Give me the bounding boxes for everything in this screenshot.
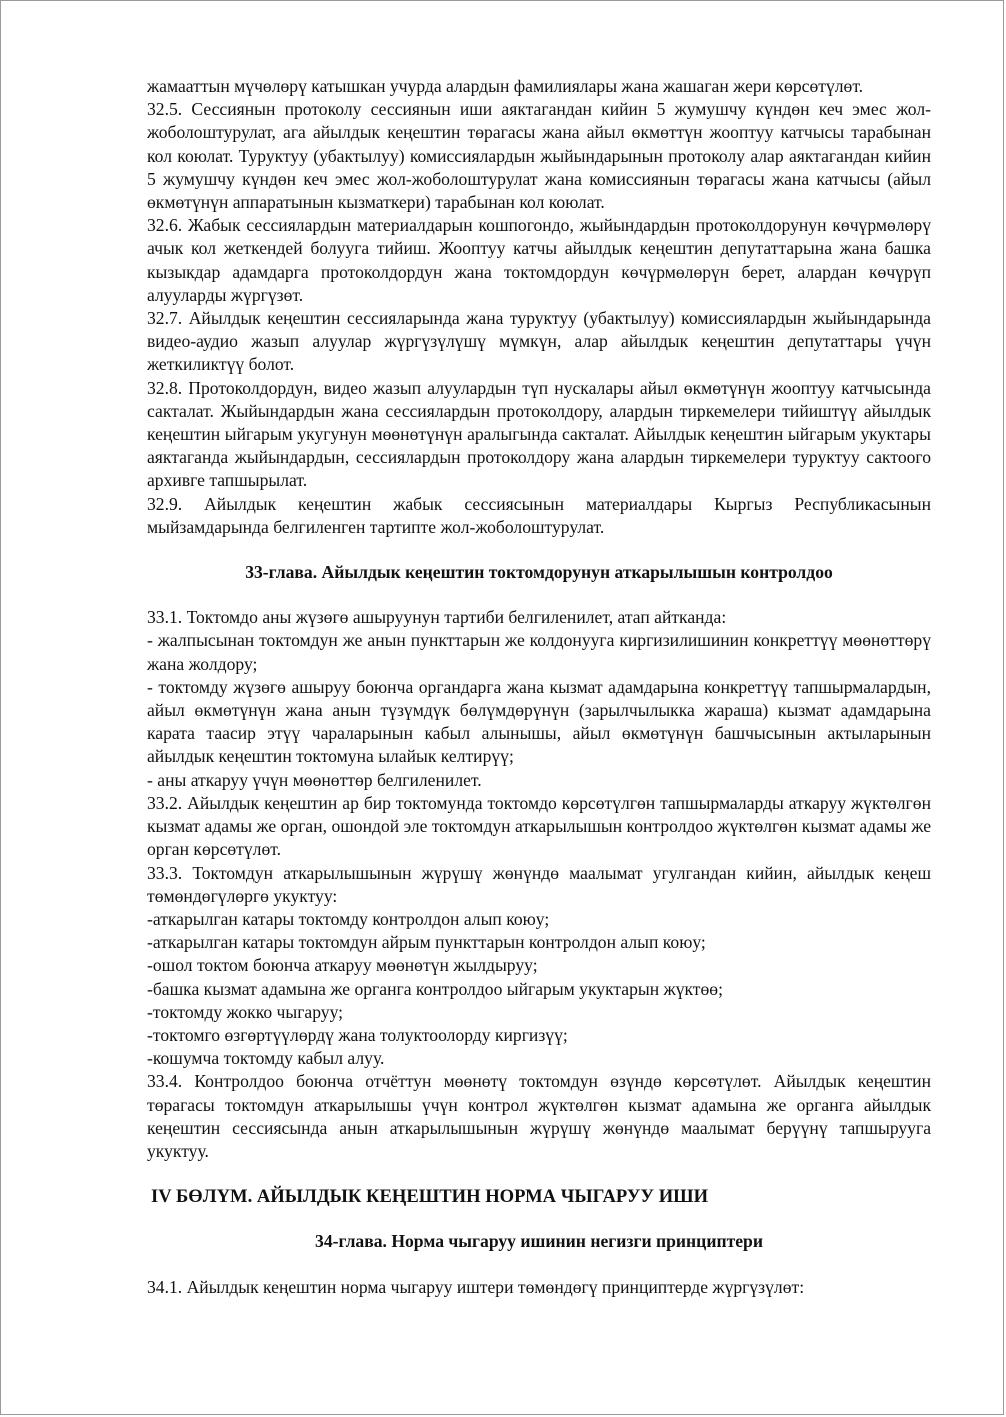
list-item: -аткарылган катары токтомдун айрым пункттарын контролдон алып коюу; (147, 932, 706, 953)
document-body (147, 75, 931, 1299)
paragraph-34-1: 34.1. Айылдык кеңештин норма чыгаруу иштери төмөндөгү принциптерде жүргүзүлөт: (147, 1276, 805, 1297)
chapter-33-heading: 33-глава. Айылдык кеңештин токтомдорунун аткарылышын контролдоо (245, 562, 833, 583)
paragraph-32-8: 32.8. Протоколдордун, видео жазып алуулардын түп нускалары айыл өкмөтүнүн жооптуу катчысында сакталат. Жыйындардын жана сессиялардын протоколдору, алардын тиркемелери тийиштүү айылдык кеңештин ыйгарым укугунун мөөнөтүнүн аралыгында сакталат. Айылдык кеңештин ыйгарым укуктары аяктаганда жыйындардын, сессиялардын протоколдору жана алардын тиркемелери туруктуу сактоого архивге тапшырылат. (147, 377, 931, 491)
list-item: -башка кызмат адамына же органга контролдоо ыйгарым укуктарын жүктөө; (147, 978, 723, 999)
chapter-34-heading: 34-глава. Норма чыгаруу ишинин негизги принциптери (315, 1231, 763, 1252)
list-item: -токтомду жокко чыгаруу; (147, 1001, 344, 1022)
paragraph-33-1-item-2: - токтомду жүзөгө ашыруу боюнча органдарга жана кызмат адамдарына конкреттүү тапшырмалардын, айыл өкмөтүнүн жана анын түзүмдүк бөлүмдөрүнүн (зарылчылыкка жараша) кызмат адамдарына карата таасир этүү чараларынын кабыл алынышы, айыл өкмөтүнүн башчысынын актыларынын айылдык кеңештин токтомуна ылайык келтирүү; (147, 676, 931, 767)
paragraph-32-7: 32.7. Айылдык кеңештин сессияларында жана туруктуу (убактылуу) комиссиялардын жыйындарында видео-аудио жазып алуулар жүргүзүлүшү мүмкүн, алар айылдык кеңештин депутаттары үчүн жеткиликтүү болот. (147, 308, 931, 375)
paragraph-32-6: 32.6. Жабык сессиялардын материалдарын кошпогондо, жыйындардын протоколдорунун көчүрмөлөрү ачык кол жеткендей болууга тийиш. Жооптуу катчы айылдык кеңештин депутаттарына жана башка кызыкдар адамдарга протоколдордун жана токтомдордун көчүрмөлөрүн берет, алардан көчүрүп алууларды жүргүзөт. (147, 215, 931, 305)
part-4-heading: IV БӨЛҮМ. АЙЫЛДЫК КЕҢЕШТИН НОРМА ЧЫГАРУУ ИШИ (151, 1186, 709, 1208)
paragraph-33-1-item-1: - жалпысынан токтомдун же анын пункттарын же колдонууга киргизилишинин конкреттүү мөөнөттөрү жана жолдору; (147, 630, 931, 674)
list-item: -токтомго өзгөртүүлөрдү жана толуктоолорду киргизүү; (147, 1024, 568, 1045)
list-item: -кошумча токтомду кабыл алуу. (147, 1048, 385, 1069)
list-item: -ошол токтом боюнча аткаруу мөөнөтүн жылдыруу; (147, 955, 538, 976)
paragraph-33-1-item-3: - аны аткаруу үчүн мөөнөттөр белгиленилет. (147, 769, 482, 790)
paragraph-33-1: 33.1. Токтомдо аны жүзөгө ашыруунун тартиби белгиленилет, атап айтканда: (147, 607, 727, 628)
paragraph-33-4: 33.4. Контролдоо боюнча отчёттун мөөнөтү токтомдун өзүндө көрсөтүлөт. Айылдык кеңештин төрагасы токтомдун аткарылышы үчүн контрол жүктөлгөн кызмат адамына же органга айылдык кеңештин сессиясында анын аткарылышынын жүрүшү жөнүндө маалымат берүүнү тапшырууга укуктуу. (147, 1071, 931, 1161)
paragraph-32-4-end: жамааттын мүчөлөрү катышкан учурда алардын фамилиялары жана жашаган жери көрсөтүлөт. (147, 76, 864, 96)
paragraph-32-9: 32.9. Айылдык кеңештин жабык сессиясынын материалдары Кыргыз Республикасынын мыйзамдарында белгиленген тартипте жол-жоболоштурулат. (147, 493, 931, 537)
list-item: -аткарылган катары токтомду контролдон алып коюу; (147, 908, 550, 929)
paragraph-33-2: 33.2. Айылдык кеңештин ар бир токтомунда токтомдо көрсөтүлгөн тапшырмаларды аткаруу жүктөлгөн кызмат адамы же орган, ошондой эле токтомдун аткарылышын контролдоо жүктөлгөн кызмат адамы же орган көрсөтүлөт. (147, 792, 931, 860)
paragraph-32-5: 32.5. Сессиянын протоколу сессиянын иши аяктагандан кийин 5 жумушчу күндөн кеч эмес жол-жоболоштурулат, ага айылдык кеңештин төрагасы жана айыл өкмөттүн жооптуу катчысы тарабынан кол коюлат. Туруктуу (убактылуу) комиссиялардын жыйындарынын протоколу алар аяктагандан кийин 5 жумушчу күндөн кеч эмес жол-жоболоштурулат жана комиссиянын төрагасы жана катчысы (айыл өкмөтүнүн аппаратынын кызматкери) тарабынан кол коюлат. (147, 99, 931, 213)
paragraph-33-3: 33.3. Токтомдун аткарылышынын жүрүшү жөнүндө маалымат угулгандан кийин, айылдык кеңеш төмөндөгүлөргө укуктуу: (147, 862, 931, 906)
